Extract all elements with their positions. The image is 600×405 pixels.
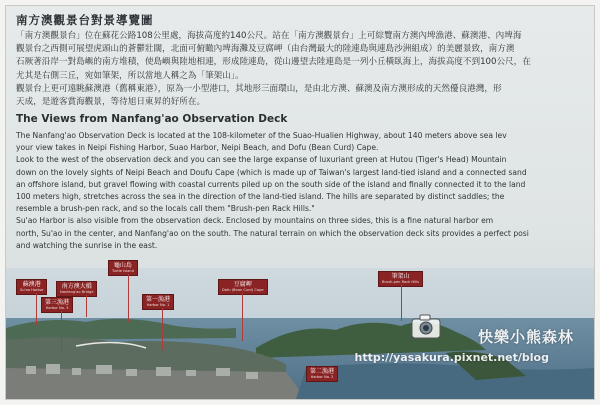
chinese-line: 石厥著沿岸一對島嶼的南方堆積，使島嶼與陸地相連，形成陸連島，從山邊望去陸連島是一列小丘橫臥海上，海拔高度不到100公尺，在 [16,57,531,68]
label-leader [162,308,163,350]
label-zh: 豆腐岬 [233,281,252,288]
english-line: and watching the sunrise in the east. [16,240,158,250]
english-line: down on the lovely sights of Neipi Beach and Doufu Cape (which is made up of Taiwan's largest land-tied island and a connected sand [16,167,527,177]
label-leader [128,274,129,322]
english-line: 100 meters high, stretches across the sea in the direction of the land-tied island. The hills are separated by distinct saddles; the [16,191,505,201]
chinese-line: 天成，是遊客賞海觀景，等待旭日東昇的好所在。 [16,96,206,107]
chinese-line: 「南方澳觀景台」位在蘇花公路108公里處，海拔高度約140公尺。站在「南方澳觀景台」上可綜覽南方澳內埤漁港、蘇澳港、內埤海 [16,31,522,41]
english-title: The Views from Nanfang'ao Observation Deck [16,113,288,125]
label-zh: 第一漁港 [146,296,171,303]
label-zh: 筆架山 [391,273,410,280]
label-leader [86,295,87,317]
chinese-line: 觀景台之西側可展望虎頭山的蒼鬱壯闊，北面可俯瞰內埤海灘及豆腐岬（由台灣最大的陸連島與連島沙洲組成）的美麗景致，南方澳 [16,44,515,55]
label-zh: 第二漁港 [310,368,335,375]
chinese-line: 尤其是右側三丘，宛如筆架，所以當地人稱之為「筆架山」。 [16,70,244,81]
label-en: Harbor No. 1 [146,303,170,307]
label-zh: 龜山島 [113,262,132,269]
blog-url-watermark: http://yasakura.pixnet.net/blog [354,351,549,364]
label-en: Turtle Island [112,269,134,273]
label-zh: 蘇澳港 [22,281,41,288]
label-en: Dofu (Bean Curd) Cape [222,288,264,292]
english-line: north, Su'ao in the center, and Nanfang'ao on the south. The natural terrain on which the observation deck sits provides a perfect posi [16,228,529,238]
label-turtle-island [108,260,138,276]
photo-frame [5,5,595,400]
english-line: resemble a brush-pen rack, and so the locals call them "Brush-pen Rack Hills." [16,204,315,214]
label-en: Brush-pen Rack Hills [382,280,419,284]
label-leader [36,293,37,325]
chinese-title: 南方澳觀景台對景導覽圖 [16,13,154,27]
blog-watermark: 快樂小熊森林 [477,328,574,346]
label-nanfangao-bridge [56,281,97,297]
camera-icon [410,312,442,340]
label-en: Harbor No. 3 [45,306,69,310]
label-en: Nanfang'ao Bridge [60,290,94,294]
english-line: an offshore island, but gravel flowing with coastal currents piled up on the south side of the island and finally connected it to the land [16,179,526,189]
label-harbor-no3 [41,297,73,313]
label-zh: 第三漁港 [45,299,70,306]
english-line: your view takes in Neipi Fishing Harbor, Suao Harbor, Neipi Beach, and Dofu (Bean Curd) Cape. [16,143,379,153]
label-leader [242,293,243,341]
english-line: Su'ao Harbor is also visible from the observation deck. Enclosed by mountains on three sides, this is a fine natural harbor em [16,216,494,226]
label-harbor-no1 [142,294,174,310]
label-leader [61,311,62,351]
label-harbor-no2 [306,366,338,382]
chinese-line: 觀景台上更可遠眺蘇澳港（舊稱東港），原為一小型港口，其地形三面環山，是由北方澳、蘇澳及南方澳形成的天然優良港灣，形 [16,83,502,94]
label-leader [401,285,402,321]
english-line: Look to the west of the observation deck and you can see the large expanse of luxuriant green at Hutou (Tiger's Head) Mountain [16,155,507,165]
label-zh: 南方澳大橋 [61,283,92,290]
label-en: Su'ao Harbor [20,288,44,292]
label-en: Harbor No. 2 [310,375,334,379]
label-suao-harbor [16,279,47,295]
english-line: The Nanfang'ao Observation Deck is located at the 108-kilometer of the Suao-Hualien Highway, about 140 meters above sea lev [16,131,507,140]
